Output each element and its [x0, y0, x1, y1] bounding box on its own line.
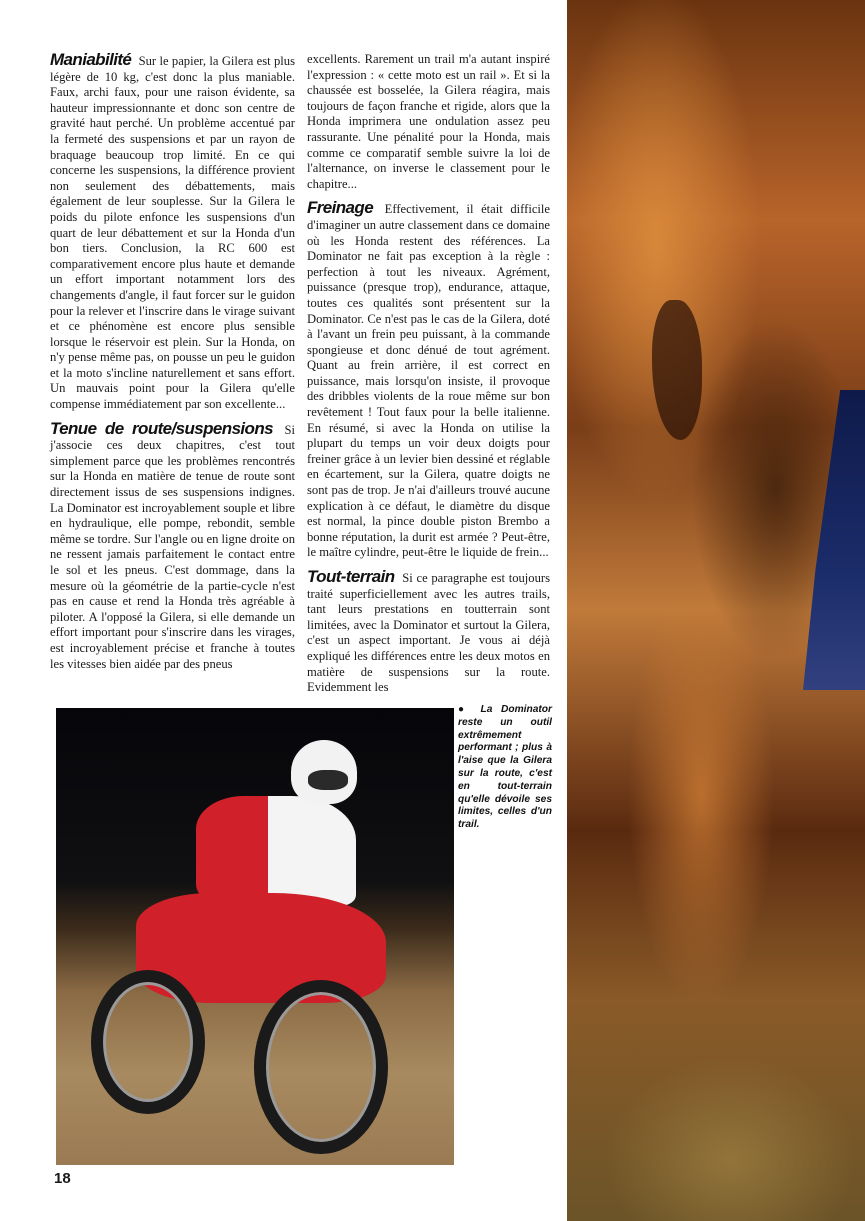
sky-patch: [803, 390, 865, 690]
section-heading: Tout-terrain: [307, 567, 395, 586]
text-column-middle: [307, 52, 550, 704]
section-tout-terrain: [307, 569, 550, 696]
caption-text: La Dominator reste un outil extrêmement performant ; plus à l'aise que la Gilera sur la route, c'est en tout-terrain qu'elle dévoile ses limites, celles d'un trail.: [458, 704, 552, 831]
section-body: Effectivement, il était difficile d'imaginer un autre classement dans ce domaine où les Honda restent des références. La Dominator ne fait pas exception à la règle : perfection à tout les niveaux. Agrément, puissance (presque trop), endurance, attaque, toutes ces qualités sont présentent sur la Dominator. Ce n'est pas le cas de la Gilera, doté à l'avant un frein peu puissant, à la commande spongieuse et donc dénué de tout agrément. Quant au frein arrière, il est correct en puissance, mais lorsqu'on insiste, il provoque des dribbles violents de la roue même sur bon revêtement ! Tout faux pour la belle italienne. En résumé, si avec la Honda on utilise la plupart du temps un voir deux doigts pour freiner grâce à un levier bien dessiné et réglable en écartement, sur la Gilera, quatre doigts ne sont pas de trop. Je n'ai d'ailleurs trouvé aucune explication à ce défaut, le diamètre du disque est normal, la pince double piston Brembo a bonne réputation, la durit est armée ? Peut-être, le maître cylindre, peut-être le liquide de frein...: [307, 202, 550, 560]
section-body: Sur le papier, la Gilera est plus légère de 10 kg, c'est donc la plus maniable. Faux, archi faux, pour une raison évidente, sa hauteur impressionnante et donc son centre de gravité haut perché. Un problème accentué par la fermeté des suspensions et par un rayon de braquage beaucoup trop limité. En ce qui concerne les suspensions, la différence provient non seulement des débattements, mais également de leur souplesse. Sur la Gilera le poids du pilote enfonce les suspensions d'un quart de leur débattement et sur la Honda d'un bon tiers. Conclusion, la RC 600 est comparativement encore plus haute et demande un effort important notamment lors des changements d'angle, il faut forcer sur le guidon pour la relever et l'inscrire dans le virage suivant et ce phénomène est encore plus sensible lorsque le réservoir est plein. Sur la Honda, on n'y pense même pas, on pousse un peu le guidon et la moto s'incline naturellement et sans effort. Un mauvais point pour la Gilera qu'elle compense immédiatement par son excellente...: [50, 54, 295, 412]
photo-caption: [458, 704, 552, 832]
section-body: excellents. Rarement un trail m'a autant inspiré l'expression : « cette moto est un rail ». Et si la chaussée est bosselée, la Gilera réagira, mais toujours de façon franche et rigide, alors que la Honda imprimera une ondulation assez peu rassurante. Une pénalité pour la Honda, mais comme ce comparatif semble suivre la loi de l'alternance, on inverse le classement pour le chapitre...: [307, 52, 550, 191]
section-maniabilite: [50, 52, 295, 413]
section-heading: Freinage: [307, 198, 374, 218]
rock-crevice: [652, 300, 702, 440]
section-body: Si ce paragraphe est toujours traité superficiellement avec les autres trails, tant leurs prestations en toutterrain sont limitées, avec la Dominator et surtout la Gilera, c'est un aspect important. Je vous ai déjà expliqué les différences entre les deux motos en matière de suspensions sur la route. Evidemment les: [307, 571, 550, 695]
rock-cliff-photo: [567, 0, 865, 1221]
section-freinage: [307, 200, 550, 561]
section-continuation: [307, 52, 550, 192]
front-wheel: [254, 980, 388, 1154]
helmet-visor: [308, 770, 348, 790]
rider-jacket: [196, 796, 356, 906]
section-body: Si j'associe ces deux chapitres, c'est tout simplement parce que les problèmes rencontrés sur la Honda en matière de tenue de route sont directement issus de ses suspensions indignes. La Dominator est incroyablement souple et libre en hydraulique, elle pompe, rebondit, semble même se tordre. Sur l'angle ou en ligne droite on ne ressent jamais parfaitement le contact entre le sol et les pneus. C'est dommage, dans la mesure où la géométrie de la partie-cycle n'est pas en cause et rend la Honda très agréable à piloter. A l'opposé la Gilera, si elle demande un effort important pour s'inscrire dans les virages, est incroyablement précise et franche à toutes les vitesses bien aidée par des pneus: [50, 422, 295, 671]
section-heading: Maniabilité: [50, 50, 132, 69]
section-heading: Tenue de route/suspensions: [50, 418, 273, 438]
motorcycle-photo: [56, 708, 454, 1165]
bullet-icon: ●: [458, 704, 470, 715]
rear-wheel: [91, 970, 205, 1114]
section-tenue-de-route: [50, 418, 295, 673]
page-number: 18: [54, 1170, 71, 1187]
text-column-left: [50, 52, 295, 680]
